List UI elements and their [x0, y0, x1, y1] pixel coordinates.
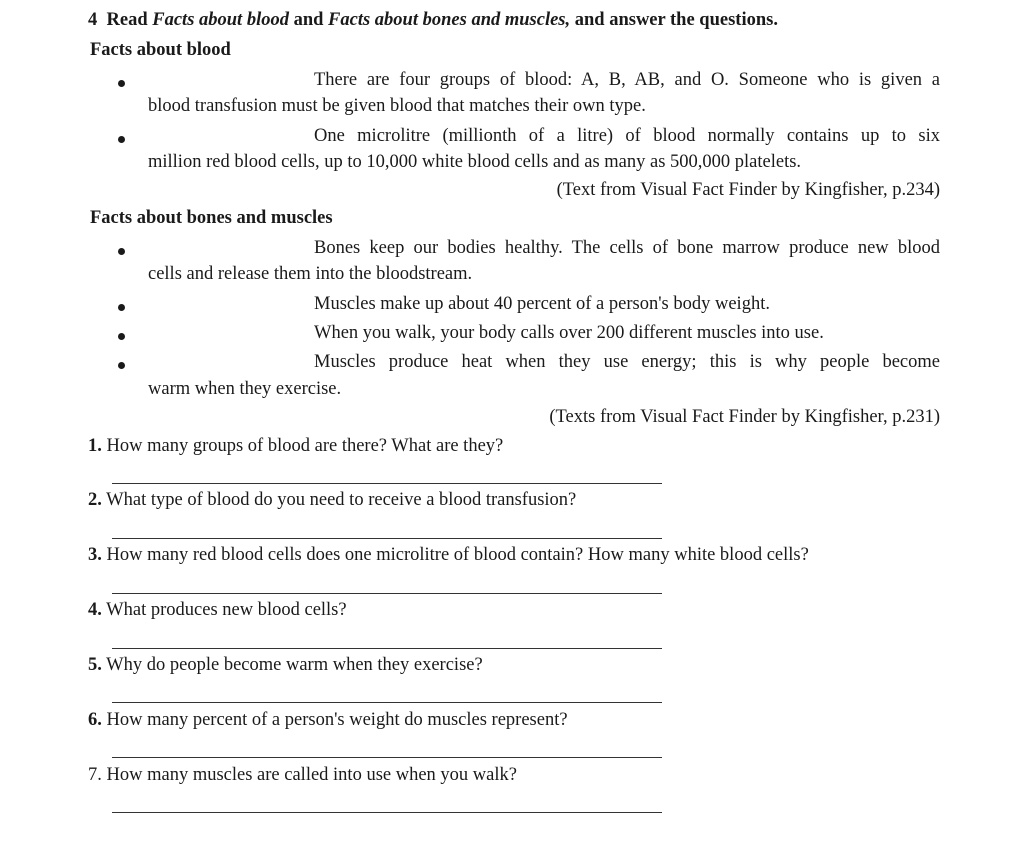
question-number: 7.: [88, 765, 102, 785]
instruction-part-1: Read: [106, 10, 153, 30]
bones-fact-1-line-2: cells and release them into the bloodstream.: [148, 264, 473, 284]
answer-line-2[interactable]: [112, 538, 662, 539]
question-text: How many percent of a person's weight do muscles represent?: [106, 710, 568, 730]
bones-fact-4-line-2: warm when they exercise.: [148, 379, 342, 399]
answer-line-1[interactable]: [112, 483, 662, 484]
bones-section-title: Facts about bones and muscles: [90, 208, 333, 228]
blood-fact-2-line-1: One microlitre (millionth of a litre) of blood normally contains up to six: [314, 126, 940, 146]
question-text: How many groups of blood are there? What are they?: [106, 436, 504, 456]
question-1: [88, 436, 503, 457]
instruction-part-4: Facts about bones and muscles,: [328, 10, 571, 30]
instruction-part-3: and: [288, 10, 329, 30]
bullet-icon: [118, 333, 125, 340]
blood-source-citation: (Text from Visual Fact Finder by Kingfisher, p.234): [556, 180, 940, 200]
question-text: What produces new blood cells?: [106, 600, 347, 620]
question-number: 3.: [88, 545, 102, 565]
question-4: [88, 600, 347, 621]
question-number: 2.: [88, 490, 102, 510]
question-text: How many muscles are called into use when you walk?: [106, 765, 517, 785]
answer-line-4[interactable]: [112, 648, 662, 649]
bones-fact-2-line-1: Muscles make up about 40 percent of a person's body weight.: [314, 294, 770, 314]
question-3: [88, 545, 809, 566]
question-text: How many red blood cells does one microlitre of blood contain? How many white blood cells?: [106, 545, 809, 565]
question-2: [88, 490, 576, 511]
bullet-icon: [118, 136, 125, 143]
blood-fact-2-line-2: million red blood cells, up to 10,000 white blood cells and as many as 500,000 platelets.: [148, 152, 802, 172]
question-number: 5.: [88, 655, 102, 675]
answer-line-3[interactable]: [112, 593, 662, 594]
bullet-icon: [118, 304, 125, 311]
question-6: [88, 710, 568, 731]
instruction-part-2: Facts about blood: [152, 10, 289, 30]
blood-fact-1-line-1: There are four groups of blood: A, B, AB, and O. Someone who is given a: [314, 70, 940, 90]
question-text: What type of blood do you need to receive a blood transfusion?: [106, 490, 577, 510]
bullet-icon: [118, 362, 125, 369]
answer-line-5[interactable]: [112, 702, 662, 703]
question-7: [88, 765, 517, 786]
question-number: 4.: [88, 600, 102, 620]
instruction-part-5: and answer the questions.: [570, 10, 778, 30]
bones-fact-3-line-1: When you walk, your body calls over 200 different muscles into use.: [314, 323, 824, 343]
question-5: [88, 655, 483, 676]
exercise-heading: [88, 10, 778, 31]
bones-fact-4-line-1: Muscles produce heat when they use energy; this is why people become: [314, 352, 940, 372]
bullet-icon: [118, 248, 125, 255]
blood-section-title: Facts about blood: [90, 40, 231, 60]
blood-fact-1-line-2: blood transfusion must be given blood that matches their own type.: [148, 96, 646, 116]
bones-source-citation: (Texts from Visual Fact Finder by Kingfisher, p.231): [549, 407, 940, 427]
question-text: Why do people become warm when they exercise?: [106, 655, 483, 675]
answer-line-6[interactable]: [112, 757, 662, 758]
question-number: 6.: [88, 710, 102, 730]
bullet-icon: [118, 80, 125, 87]
answer-line-7[interactable]: [112, 812, 662, 813]
bones-fact-1-line-1: Bones keep our bodies healthy. The cells of bone marrow produce new blood: [314, 238, 940, 258]
question-number: 1.: [88, 436, 102, 456]
exercise-number: 4: [88, 10, 98, 30]
